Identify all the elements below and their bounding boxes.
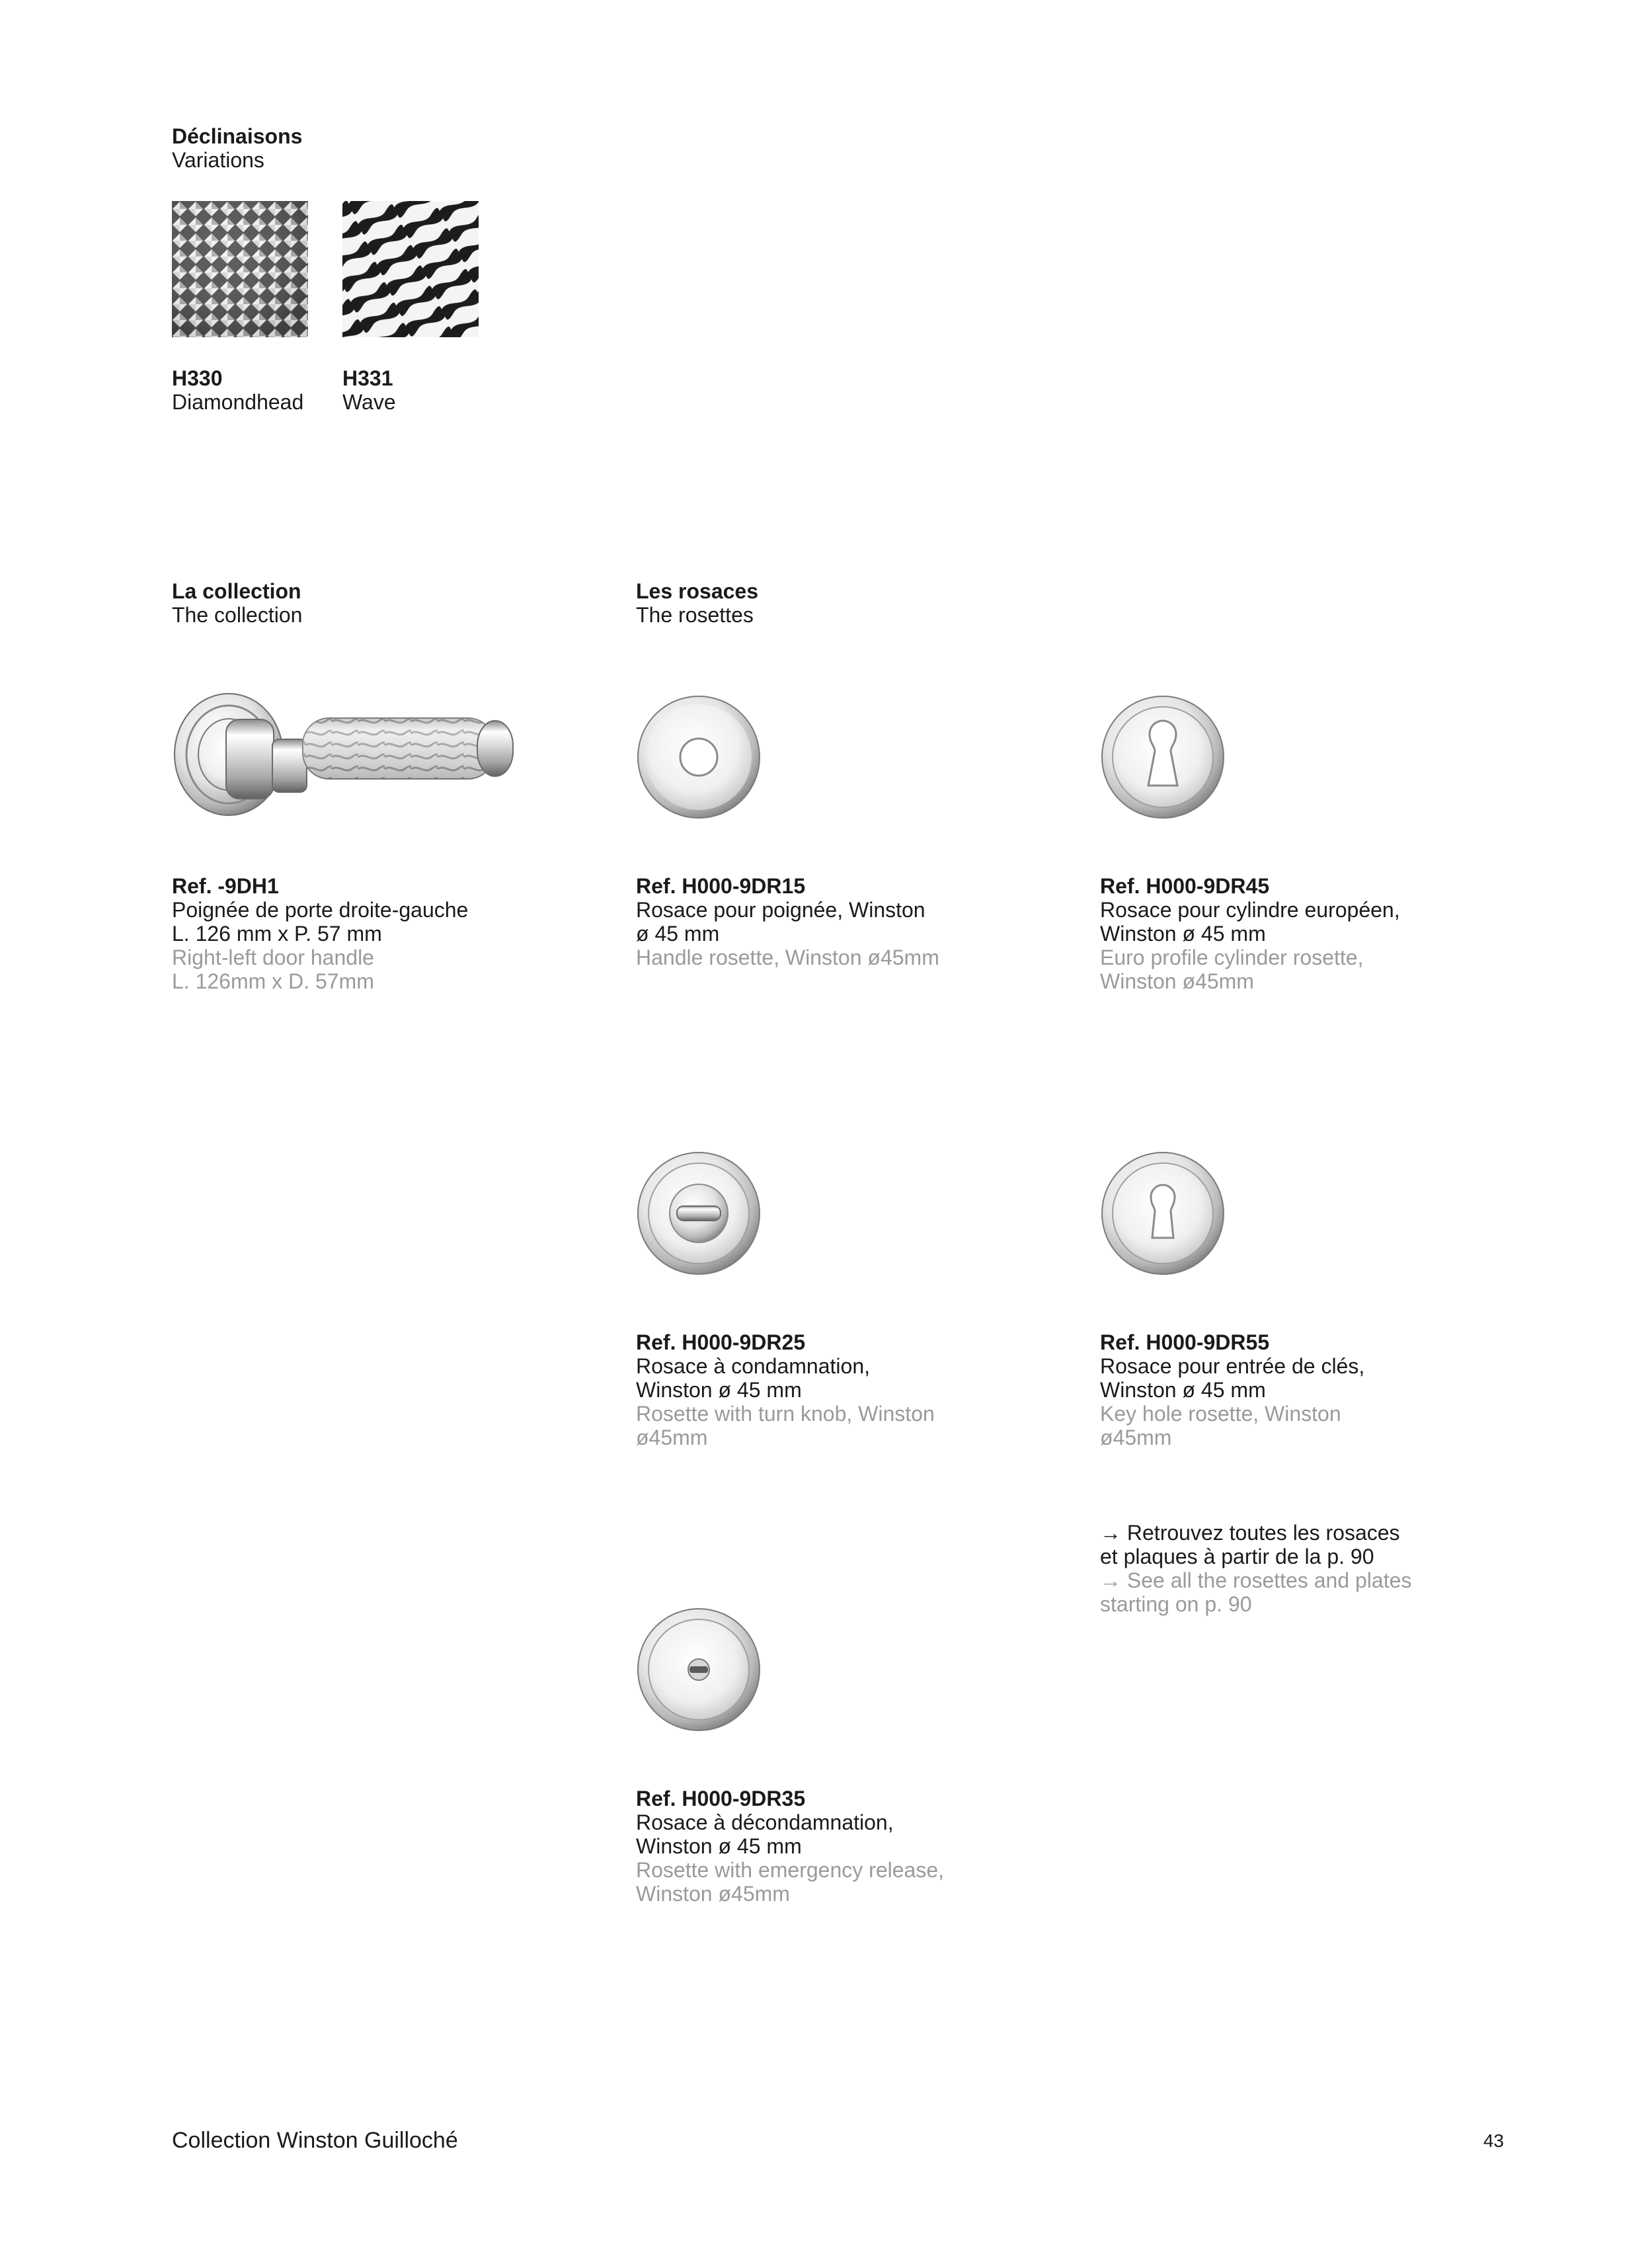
variation-h331 — [342, 366, 396, 414]
page-number: 43 — [1483, 2130, 1504, 2151]
variations-heading-fr: Déclinaisons — [172, 124, 303, 148]
handle-rosette-icon — [636, 694, 762, 820]
product-r55-text — [1100, 1330, 1364, 1449]
product-desc-en: Winston ø45mm — [1100, 969, 1254, 993]
product-desc-en: Handle rosette, Winston ø45mm — [636, 946, 939, 969]
variation-name: Wave — [342, 390, 396, 414]
product-desc-fr: Rosace à décondamnation, — [636, 1810, 894, 1834]
collection-heading-fr: La collection — [172, 579, 301, 603]
product-ref: Ref. H000-9DR15 — [636, 874, 806, 898]
rosettes-heading-fr: Les rosaces — [636, 579, 759, 603]
note-fr: → Retrouvez toutes les rosaces — [1100, 1521, 1400, 1545]
product-ref: Ref. H000-9DR55 — [1100, 1330, 1270, 1354]
euro-cylinder-rosette-image — [1100, 694, 1226, 820]
product-desc-fr: L. 126 mm x P. 57 mm — [172, 922, 382, 946]
door-handle-icon — [173, 692, 517, 817]
variation-h330 — [172, 366, 303, 414]
product-r15-text — [636, 874, 939, 969]
see-all-note — [1100, 1521, 1411, 1616]
turn-knob-rosette-icon — [636, 1151, 762, 1276]
keyhole-rosette-image — [1100, 1151, 1226, 1276]
product-desc-fr: Rosace pour entrée de clés, — [1100, 1354, 1365, 1378]
handle-rosette-image — [636, 694, 762, 820]
wave-swatch — [342, 201, 479, 337]
product-r35-text — [636, 1787, 944, 1906]
rosettes-heading-en: The rosettes — [636, 603, 754, 627]
product-r25-text — [636, 1330, 935, 1449]
product-desc-fr: Poignée de porte droite-gauche — [172, 898, 469, 922]
product-desc-fr: Rosace à condamnation, — [636, 1354, 870, 1378]
diamond-pattern-icon — [172, 201, 308, 337]
product-desc-en: L. 126mm x D. 57mm — [172, 969, 374, 993]
product-desc-fr: Winston ø 45 mm — [1100, 1378, 1266, 1402]
product-desc-en: Rosette with emergency release, — [636, 1858, 944, 1882]
product-ref: Ref. H000-9DR25 — [636, 1330, 806, 1354]
footer-collection-title: Collection Winston Guilloché — [172, 2128, 458, 2153]
product-desc-fr: ø 45 mm — [636, 922, 720, 946]
variation-name: Diamondhead — [172, 390, 304, 414]
product-desc-en: ø45mm — [636, 1426, 708, 1449]
variations-heading-en: Variations — [172, 148, 264, 172]
note-fr: et plaques à partir de la p. 90 — [1100, 1545, 1374, 1568]
product-desc-en: ø45mm — [1100, 1426, 1172, 1449]
product-desc-fr: Rosace pour poignée, Winston — [636, 898, 925, 922]
door-handle-image — [173, 692, 517, 817]
product-ref: Ref. H000-9DR35 — [636, 1787, 806, 1810]
turn-knob-rosette-image — [636, 1151, 762, 1276]
variations-heading — [172, 124, 302, 172]
product-handle-text — [172, 874, 468, 993]
product-desc-fr: Winston ø 45 mm — [1100, 922, 1266, 946]
keyhole-rosette-icon — [1100, 1151, 1226, 1276]
product-desc-en: Winston ø45mm — [636, 1882, 790, 1906]
product-desc-en: Key hole rosette, Winston — [1100, 1402, 1341, 1426]
variation-code: H330 — [172, 366, 223, 390]
emergency-release-rosette-icon — [636, 1607, 762, 1732]
product-desc-en: Right-left door handle — [172, 946, 374, 969]
collection-heading-en: The collection — [172, 603, 303, 627]
rosettes-heading — [636, 579, 758, 627]
product-desc-en: Euro profile cylinder rosette, — [1100, 946, 1364, 969]
product-desc-fr: Winston ø 45 mm — [636, 1834, 802, 1858]
note-en: → See all the rosettes and plates — [1100, 1568, 1412, 1592]
product-ref: Ref. -9DH1 — [172, 874, 279, 898]
product-ref: Ref. H000-9DR45 — [1100, 874, 1270, 898]
product-desc-en: Rosette with turn knob, Winston — [636, 1402, 935, 1426]
wave-pattern-icon — [342, 201, 479, 337]
emergency-release-rosette-image — [636, 1607, 762, 1732]
euro-cylinder-rosette-icon — [1100, 694, 1226, 820]
product-desc-fr: Rosace pour cylindre européen, — [1100, 898, 1400, 922]
product-desc-fr: Winston ø 45 mm — [636, 1378, 802, 1402]
variation-code: H331 — [342, 366, 393, 390]
product-r45-text — [1100, 874, 1400, 993]
note-en: starting on p. 90 — [1100, 1592, 1252, 1616]
collection-heading — [172, 579, 302, 627]
diamondhead-swatch — [172, 201, 308, 337]
